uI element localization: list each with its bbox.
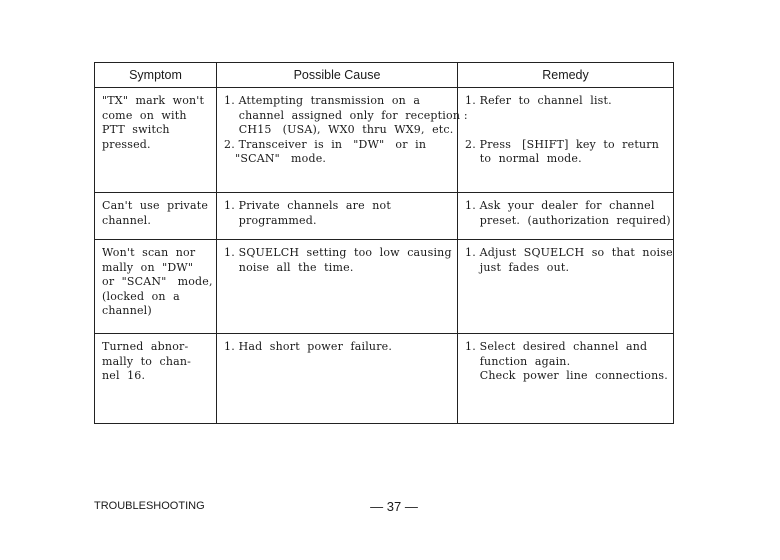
cause-line: CH15 (USA), WX0 thru WX9, etc. [224, 123, 454, 137]
table-row [95, 334, 674, 424]
remedy-cell [458, 88, 674, 193]
symptom-cell [95, 240, 217, 334]
troubleshooting-table [94, 62, 674, 424]
symptom-line: nel 16. [102, 369, 146, 383]
symptom-line: PTT switch [102, 123, 170, 137]
symptom-line: channel) [102, 304, 152, 318]
cause-line: 2. Transceiver is in "DW" or in [224, 137, 427, 151]
symptom-line: pressed. [102, 137, 151, 151]
table-header-row [95, 63, 674, 88]
cause-cell [217, 193, 458, 240]
remedy-line: 1. Ask your dealer for channel [465, 199, 655, 212]
symptom-cell [95, 88, 217, 193]
header-possible-cause: Possible Cause [217, 63, 458, 88]
remedy-line: 2. Press [SHIFT] key to return [465, 137, 659, 151]
remedy-cell [458, 193, 674, 240]
cause-line: 1. Attempting transmission on a [224, 94, 421, 107]
cause-line: 1. SQUELCH setting too low causing [224, 246, 452, 259]
table-row [95, 193, 674, 240]
symptom-cell [95, 193, 217, 240]
cause-cell [217, 88, 468, 193]
symptom-line: channel. [102, 213, 152, 227]
remedy-line: just fades out. [465, 260, 570, 274]
cause-line: programmed. [224, 213, 317, 227]
remedy-cell [458, 240, 674, 334]
symptom-line: "TX" mark won't [102, 94, 205, 107]
symptom-line: Turned abnor- [102, 340, 189, 353]
remedy-line: 1. Select desired channel and [465, 340, 648, 353]
cause-cell [217, 334, 458, 424]
cause-line: channel assigned only for reception : [224, 108, 468, 122]
symptom-line: mally to chan- [102, 354, 192, 368]
table-row [95, 88, 674, 193]
header-remedy: Remedy [458, 63, 674, 88]
symptom-cell [95, 334, 217, 424]
symptom-line: or "SCAN" mode, [102, 275, 213, 289]
cause-line: noise all the time. [224, 260, 354, 274]
remedy-line: 1. Refer to channel list. [465, 94, 612, 107]
table-row [95, 240, 674, 334]
remedy-line: Check power line connections. [465, 369, 668, 383]
symptom-line: come on with [102, 108, 187, 122]
header-symptom: Symptom [95, 63, 217, 88]
footer-section-title: TROUBLESHOOTING [94, 500, 205, 512]
page-number: — 37 — [370, 499, 418, 514]
cause-line: 1. Had short power failure. [224, 340, 393, 353]
cause-line: "SCAN" mode. [224, 152, 327, 166]
spacer [465, 123, 667, 138]
cause-cell [217, 240, 458, 334]
symptom-line: (locked on a [102, 289, 180, 303]
remedy-line: to normal mode. [465, 152, 582, 166]
symptom-line: Can't use private [102, 199, 209, 212]
symptom-line: Won't scan nor [102, 246, 196, 259]
remedy-line: 1. Adjust SQUELCH so that noise [465, 246, 673, 259]
remedy-line: preset. (authorization required) [465, 213, 671, 227]
symptom-line: mally on "DW" [102, 260, 194, 274]
cause-line: 1. Private channels are not [224, 199, 391, 212]
remedy-line: function again. [465, 354, 571, 368]
remedy-cell [458, 334, 674, 424]
spacer [465, 109, 667, 124]
